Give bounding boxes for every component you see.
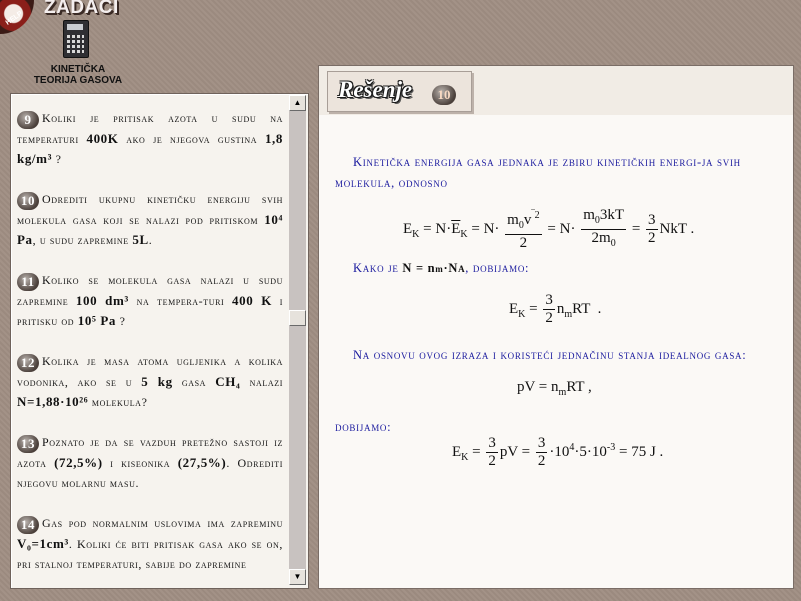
problems-scrollbar[interactable]: [289, 95, 306, 585]
scroll-up-button[interactable]: ▲: [289, 95, 306, 111]
solution-paragraph-3: Na osnovu ovog izraza i koristeći jednačinu stanja idealnog gasa:: [353, 348, 747, 362]
scroll-thumb[interactable]: [289, 310, 306, 326]
solution-content: [319, 115, 793, 588]
problems-list: [17, 108, 283, 594]
problem-number-badge: 11: [17, 273, 39, 291]
help-label: HELP: [4, 10, 24, 27]
solution-paragraph-2: Kako je N = nm·NA, dobijamo:: [353, 261, 530, 275]
topic-line-1: KINETIČKA: [50, 64, 106, 75]
problem-number-badge: 13: [17, 435, 39, 453]
problem-number-badge: 14: [17, 516, 39, 534]
problem-13[interactable]: 13 Poznato je da se vazduh pretežno sastoji iz azota (72,5%) i kiseonika (27,5%). Odrediti njegovu molarnu masu.: [17, 435, 283, 490]
problem-number-badge: 10: [17, 192, 39, 210]
solution-title: Rešenje: [338, 77, 413, 102]
formula-nmRT: $E_K$ = $\frac{3}{2}$ $n_mRT$ .: [509, 292, 602, 326]
problem-11[interactable]: 11 Koliko se molekula gasa nalazi u sudu zapremine 100 dm³ na tempera-turi 400 K i pritisku od 10⁵ Pa ?: [17, 273, 283, 328]
formula-ideal-gas: pV = $n_mRT$ ,: [517, 379, 592, 398]
problem-number-badge: 9: [17, 111, 39, 129]
section-title: ZADACI: [44, 0, 119, 18]
formula-kinetic-energy: $E_K = N\cdot\overline{E}_K = N\cdot$ $\frac{m_0v^{‾2}}{2}$ = N· $\frac{m_03kT}{2m_0}$ = $\frac{3}{2}$ NkT .: [403, 207, 695, 251]
problem-number-badge: 12: [17, 354, 39, 372]
solution-number-badge: 10: [432, 85, 456, 105]
problems-panel: [10, 93, 309, 589]
solution-tab: [327, 71, 472, 112]
formula-result: $E_K$ = $\frac{3}{2}$ pV = $\frac{3}{2}$ $\cdot 10^4\cdot 5\cdot 10^{-3} = 75$ J .: [452, 435, 664, 469]
solution-paragraph-1: Kinetička energija gasa jednaka je zbiru kinetičkih energi-ja svih molekula, odnosno: [335, 155, 741, 190]
calculator-icon[interactable]: [63, 20, 89, 58]
topic-label: [20, 64, 136, 86]
problem-9[interactable]: 9 Koliki je pritisak azota u sudu na temperaturi 400K ako je njegova gustina 1,8 kg/m³ ?: [17, 111, 283, 166]
solution-panel: [318, 65, 794, 589]
problem-12[interactable]: 12 Kolika je masa atoma ugljenika a kolika vodonika, ako se u 5 kg gasa CH₄ nalazi N=1,88·10²⁶ molekula?: [17, 354, 283, 409]
problem-14[interactable]: 14 Gas pod normalnim uslovima ima zapreminu V₀=1cm³. Koliki će biti pritisak gasa ako se on, pri stalnoj temperaturi, sabije do zapremine: [17, 516, 283, 571]
scroll-down-button[interactable]: ▼: [289, 569, 306, 585]
topic-line-2: TEORIJA GASOVA: [33, 75, 123, 86]
problem-10[interactable]: 10 Odrediti ukupnu kinetičku energiju svih molekula gasa koji se nalazi pod pritiskom 10⁴ Pa, u sudu zapremine 5L.: [17, 192, 283, 247]
solution-paragraph-4: dobijamo:: [335, 420, 392, 434]
